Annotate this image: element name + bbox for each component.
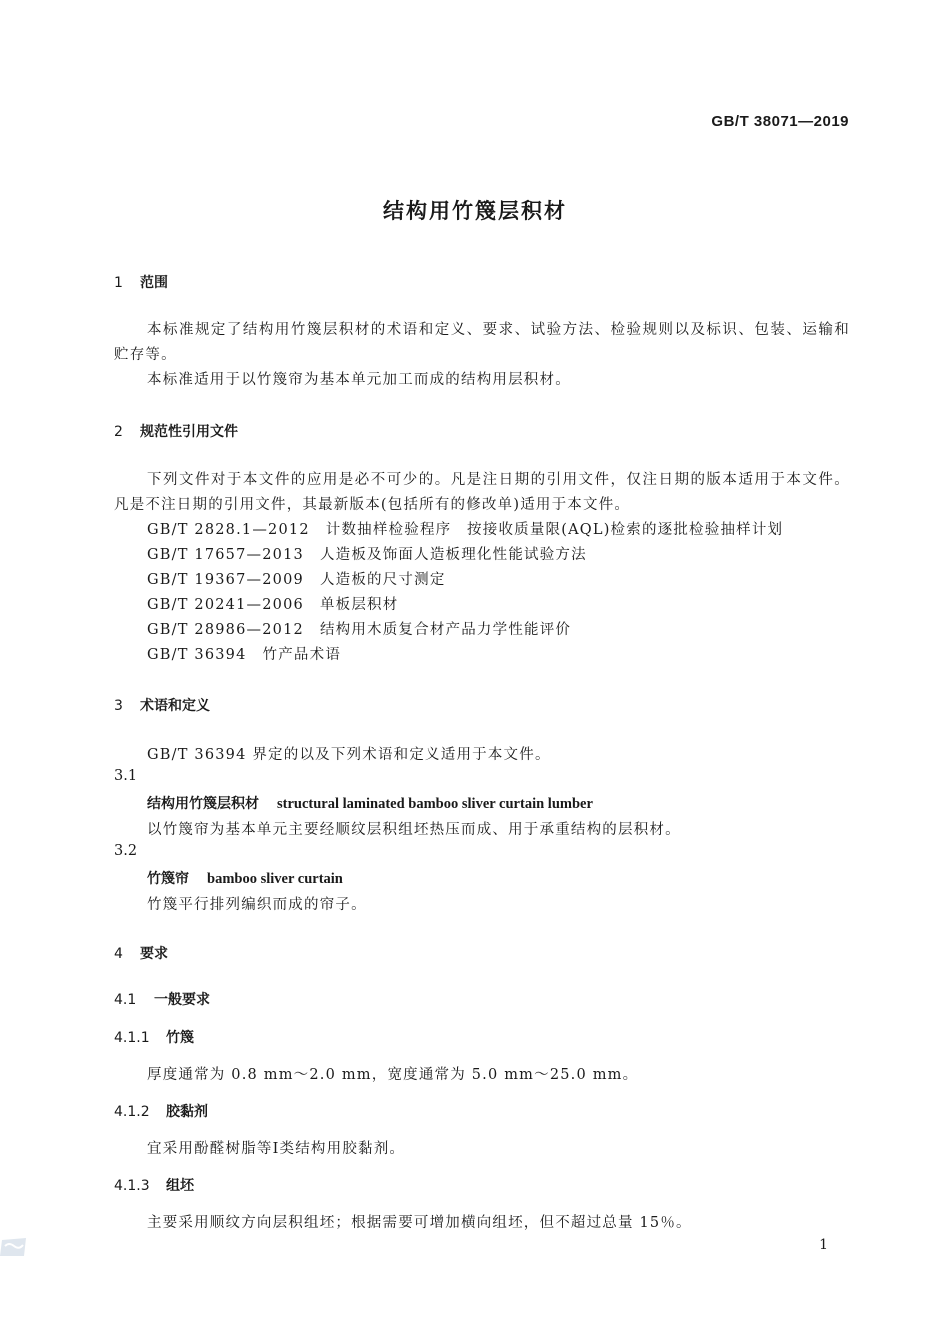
section-title: 一般要求 [154, 992, 210, 1008]
term-number: 3.1 [114, 768, 138, 784]
reference-item [147, 543, 587, 564]
reference-code: GB/T 19367—2009 [147, 572, 304, 588]
section-title: 术语和定义 [140, 698, 210, 714]
reference-name: 人造板的尺寸测定 [319, 572, 446, 588]
reference-code: GB/T 36394 [147, 647, 247, 663]
reference-name: 单板层积材 [319, 597, 399, 613]
reference-code: GB/T 17657—2013 [147, 547, 304, 563]
section-title: 规范性引用文件 [140, 424, 238, 440]
section-title: 范围 [140, 275, 168, 291]
term-heading [147, 793, 593, 813]
reference-item [147, 643, 341, 664]
section-title: 组坯 [166, 1178, 194, 1194]
section-number: 4.1.1 [114, 1030, 150, 1046]
term-chinese: 竹篾帘 [147, 871, 189, 887]
section-number: 4 [114, 946, 123, 962]
scope-paragraph-2: 本标准适用于以竹篾帘为基本单元加工而成的结构用层积材。 [147, 372, 571, 388]
section-number: 4.1.2 [114, 1104, 150, 1120]
section-title: 竹篾 [166, 1030, 194, 1046]
section-number: 3 [114, 698, 123, 714]
watermark-logo [0, 1236, 30, 1258]
section-4-heading [114, 943, 168, 963]
term-definition: 竹篾平行排列编织而成的帘子。 [147, 897, 367, 913]
section-4-1-2-heading [114, 1101, 208, 1121]
page-number: 1 [819, 1237, 828, 1253]
reference-code: GB/T 28986—2012 [147, 622, 304, 638]
term-english: structural laminated bamboo sliver curtain lumber [277, 796, 593, 812]
reference-name: 计数抽样检验程序 按接收质量限(AQL)检索的逐批检验抽样计划 [325, 522, 784, 538]
section-number: 4.1 [114, 992, 137, 1008]
section-title: 胶黏剂 [166, 1104, 208, 1120]
section-4-1-1-heading [114, 1027, 194, 1047]
term-definition: 以竹篾帘为基本单元主要经顺纹层积组坯热压而成、用于承重结构的层积材。 [147, 822, 681, 838]
reference-name: 竹产品术语 [262, 647, 342, 663]
reference-item [147, 618, 571, 639]
reference-name: 结构用木质复合材产品力学性能评价 [319, 622, 572, 638]
normative-references-intro: 下列文件对于本文件的应用是必不可少的。凡是注日期的引用文件，仅注日期的版本适用于本文件。凡是不注日期的引用文件，其最新版本(包括所有的修改单)适用于本文件。 [114, 472, 850, 513]
section-4-1-heading [114, 989, 210, 1009]
term-number: 3.2 [114, 843, 138, 859]
terms-intro: GB/T 36394 界定的以及下列术语和定义适用于本文件。 [147, 747, 551, 763]
section-4-1-3-heading [114, 1175, 194, 1195]
section-number: 1 [114, 275, 123, 291]
section-1-heading [114, 272, 168, 292]
term-chinese: 结构用竹篾层积材 [147, 796, 259, 812]
document-title: 结构用竹篾层积材 [383, 199, 567, 223]
term-english: bamboo sliver curtain [207, 871, 343, 887]
reference-name: 人造板及饰面人造板理化性能试验方法 [319, 547, 587, 563]
reference-item [147, 593, 398, 614]
reference-code: GB/T 20241—2006 [147, 597, 304, 613]
bamboo-sliver-requirement: 厚度通常为 0.8 mm～2.0 mm，宽度通常为 5.0 mm～25.0 mm。 [147, 1067, 639, 1083]
standard-code: GB/T 38071—2019 [711, 113, 849, 130]
section-number: 2 [114, 424, 123, 440]
reference-item [147, 518, 783, 539]
reference-code: GB/T 2828.1—2012 [147, 522, 310, 538]
section-2-heading [114, 421, 238, 441]
section-number: 4.1.3 [114, 1178, 150, 1194]
reference-item [147, 568, 446, 589]
adhesive-requirement: 宜采用酚醛树脂等Ⅰ类结构用胶黏剂。 [147, 1141, 406, 1157]
term-heading [147, 868, 343, 888]
scope-paragraph-1: 本标准规定了结构用竹篾层积材的术语和定义、要求、试验方法、检验规则以及标识、包装、运输和贮存等。 [114, 322, 850, 363]
section-3-heading [114, 695, 210, 715]
section-title: 要求 [140, 946, 168, 962]
assembly-requirement: 主要采用顺纹方向层积组坯；根据需要可增加横向组坯，但不超过总量 15％。 [147, 1215, 692, 1231]
